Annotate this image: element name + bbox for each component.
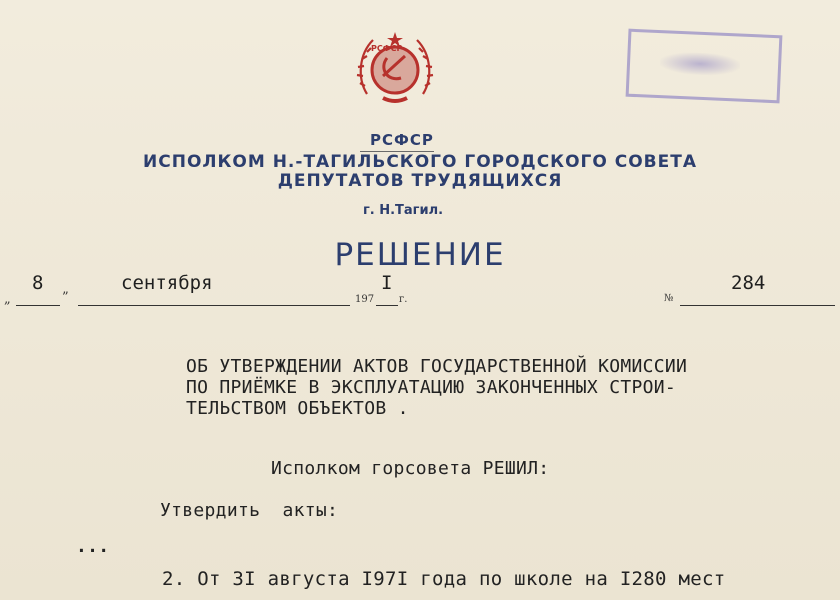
faded-stamp: [626, 29, 783, 104]
document-title: РЕШЕНИЕ: [334, 237, 506, 273]
omitted-text-ellipsis: ...: [76, 536, 110, 557]
emblem-caption: РСФСР: [371, 44, 403, 53]
resolution-intro: Исполком горсовета РЕШИЛ:: [271, 458, 550, 479]
date-month: сентября: [121, 272, 213, 294]
number-sign: №: [664, 293, 674, 304]
stamp-ink-smudge: [660, 51, 741, 76]
subject-line-2: ПО ПРИЁМКЕ В ЭКСПЛУАТАЦИЮ ЗАКОНЧЕННЫХ СТРОИ-: [186, 377, 677, 398]
approve-acts-line: Утвердить акты:: [160, 500, 339, 521]
date-quote-close: ”: [62, 290, 69, 305]
date-year-prefix: 197: [355, 294, 375, 305]
rsfsr-emblem-icon: [353, 28, 437, 112]
organization-line-2: ДЕПУТАТОВ ТРУДЯЩИХСЯ: [277, 171, 563, 191]
subject-line-3: ТЕЛЬСТВОМ ОБЪЕКТОВ .: [186, 398, 409, 419]
date-day-line: [16, 305, 60, 306]
item-2-text: 2. От 3I августа I97I года по школе на I280 мест: [162, 568, 726, 590]
date-quote-open: „: [4, 292, 11, 307]
country-heading: РСФСР: [370, 131, 434, 149]
date-day: 8: [32, 272, 44, 294]
document-number: 284: [731, 272, 766, 294]
document-number-line: [680, 305, 835, 306]
subject-line-1: ОБ УТВЕРЖДЕНИИ АКТОВ ГОСУДАРСТВЕННОЙ КОМИССИИ: [186, 356, 688, 377]
date-year-line: [376, 305, 398, 306]
date-year-suffix: г.: [399, 294, 408, 305]
date-month-line: [78, 305, 350, 306]
city-line: г. Н.Тагил.: [362, 203, 444, 218]
organization-line-1: ИСПОЛКОМ Н.-ТАГИЛЬСКОГО ГОРОДСКОГО СОВЕТА: [143, 152, 697, 172]
date-year-digit: I: [381, 272, 393, 294]
